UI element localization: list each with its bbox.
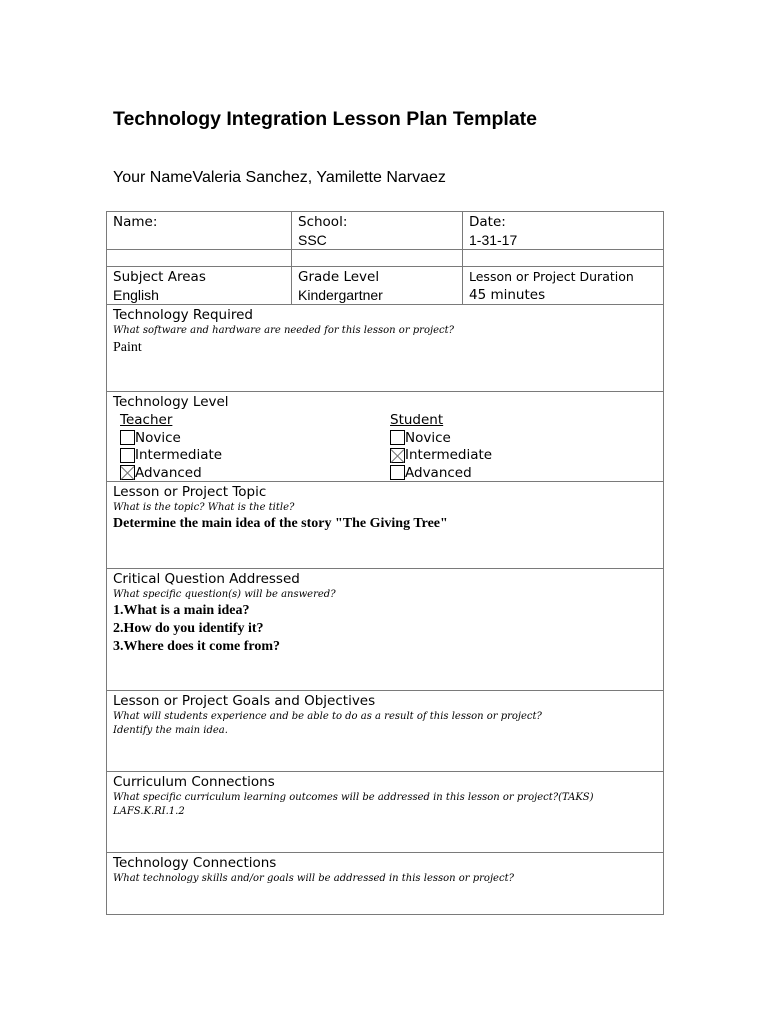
teacher-intermediate-checkbox[interactable] <box>120 448 135 463</box>
name-label: Name: <box>113 214 158 230</box>
student-column <box>383 411 492 482</box>
student-advanced-label: Advanced <box>405 464 472 481</box>
goals-row <box>107 691 664 772</box>
goals-prompt: What will students experience and be able to do as a result of this lesson or project? <box>113 711 542 722</box>
grade-label: Grade Level <box>298 269 380 285</box>
school-cell[interactable] <box>292 212 463 250</box>
curriculum-prompt: What specific curriculum learning outcomes will be addressed in this lesson or project?(TAKS) <box>113 792 594 803</box>
teacher-advanced-checkbox[interactable] <box>120 465 135 480</box>
duration-label: Lesson or Project Duration <box>469 269 634 284</box>
name-cell[interactable] <box>107 212 292 250</box>
goals-heading: Lesson or Project Goals and Objectives <box>113 693 376 709</box>
lesson-plan-table <box>106 211 664 915</box>
tech-required-heading: Technology Required <box>113 307 253 323</box>
tech-level-row <box>107 392 664 482</box>
teacher-advanced-option[interactable] <box>120 464 222 482</box>
subject-cell[interactable] <box>107 267 292 305</box>
date-label: Date: <box>469 214 506 230</box>
teacher-novice-option[interactable] <box>120 429 222 447</box>
info-row-1 <box>107 212 664 250</box>
curriculum-answer: LAFS.K.RI.1.2 <box>113 806 185 817</box>
curriculum-heading: Curriculum Connections <box>113 774 275 790</box>
tech-required-cell[interactable] <box>107 305 664 392</box>
teacher-heading: Teacher <box>120 412 173 428</box>
student-novice-label: Novice <box>405 429 451 446</box>
critical-question-cell[interactable] <box>107 569 664 691</box>
goals-answer: Identify the main idea. <box>113 725 228 736</box>
curriculum-row <box>107 772 664 853</box>
critical-question-row <box>107 569 664 691</box>
tech-required-row <box>107 305 664 392</box>
critical-question-answer-3: 3.Where does it come from? <box>113 639 281 654</box>
topic-prompt: What is the topic? What is the title? <box>113 502 295 513</box>
student-novice-checkbox[interactable] <box>390 430 405 445</box>
spacer-cell[interactable] <box>463 250 664 267</box>
tech-level-heading: Technology Level <box>113 394 229 410</box>
tech-connections-cell[interactable] <box>107 853 664 915</box>
student-intermediate-checkbox[interactable] <box>390 448 405 463</box>
topic-answer: Determine the main idea of the story "The Giving Tree" <box>113 516 448 531</box>
duration-value: 45 minutes <box>469 287 546 303</box>
subject-label: Subject Areas <box>113 269 206 285</box>
curriculum-cell[interactable] <box>107 772 664 853</box>
tech-connections-heading: Technology Connections <box>113 855 277 871</box>
tech-connections-prompt: What technology skills and/or goals will be addressed in this lesson or project? <box>113 873 514 884</box>
topic-row <box>107 482 664 569</box>
duration-cell[interactable] <box>463 267 664 305</box>
school-label: School: <box>298 214 348 230</box>
teacher-column <box>113 411 222 482</box>
teacher-intermediate-label: Intermediate <box>135 447 223 464</box>
date-cell[interactable] <box>463 212 664 250</box>
critical-question-answer-1: 1.What is a main idea? <box>113 603 250 618</box>
student-intermediate-option[interactable] <box>390 447 492 465</box>
info-row-2 <box>107 267 664 305</box>
grade-value: Kindergartner <box>298 287 383 303</box>
spacer-cell[interactable] <box>292 250 463 267</box>
document-title: Technology Integration Lesson Plan Template <box>113 108 538 130</box>
teacher-novice-label: Novice <box>135 429 181 446</box>
teacher-novice-checkbox[interactable] <box>120 430 135 445</box>
info-spacer-row <box>107 250 664 267</box>
teacher-advanced-label: Advanced <box>135 464 202 481</box>
student-novice-option[interactable] <box>390 429 492 447</box>
student-intermediate-label: Intermediate <box>405 447 493 464</box>
tech-required-prompt: What software and hardware are needed for this lesson or project? <box>113 325 454 336</box>
your-name-line: Your NameValeria Sanchez, Yamilette Narvaez <box>113 169 446 186</box>
tech-level-columns <box>113 411 657 481</box>
tech-required-answer: Paint <box>113 340 142 355</box>
student-advanced-checkbox[interactable] <box>390 465 405 480</box>
critical-question-heading: Critical Question Addressed <box>113 571 300 587</box>
grade-cell[interactable] <box>292 267 463 305</box>
topic-cell[interactable] <box>107 482 664 569</box>
critical-question-prompt: What specific question(s) will be answered? <box>113 589 336 600</box>
tech-connections-row <box>107 853 664 915</box>
tech-level-cell[interactable] <box>107 392 664 482</box>
spacer-cell[interactable] <box>107 250 292 267</box>
teacher-intermediate-option[interactable] <box>120 447 222 465</box>
goals-cell[interactable] <box>107 691 664 772</box>
subject-value: English <box>113 287 159 303</box>
student-heading: Student <box>390 412 444 428</box>
topic-heading: Lesson or Project Topic <box>113 484 267 500</box>
critical-question-answer-2: 2.How do you identify it? <box>113 621 264 636</box>
student-advanced-option[interactable] <box>390 464 492 482</box>
school-value: SSC <box>298 232 327 248</box>
date-value: 1-31-17 <box>469 232 518 248</box>
